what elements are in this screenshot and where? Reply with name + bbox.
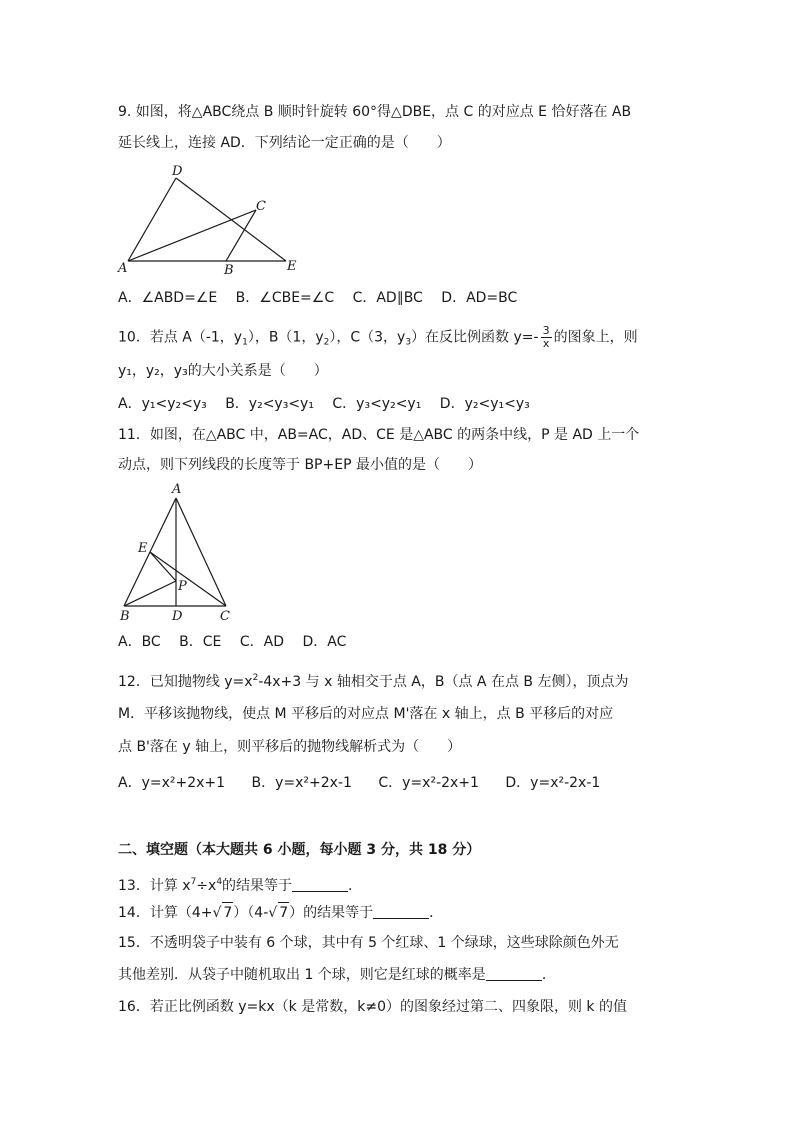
q10-frac-num: 3 — [542, 324, 550, 337]
q10-text-line1 — [118, 325, 638, 353]
q11-label-c: C — [220, 609, 230, 624]
q11-label-e: E — [138, 541, 148, 556]
q13-part: ． — [348, 878, 363, 894]
q10-sub: 2 — [323, 337, 330, 348]
q9-label-e: E — [287, 259, 297, 274]
q13-sup: 4 — [216, 877, 223, 887]
q13-part: 的结果等于 — [222, 878, 293, 894]
q9-label-c: C — [256, 199, 266, 214]
q11-label-b: B — [120, 609, 130, 624]
q10-sub: 3 — [405, 337, 412, 348]
q9-option-c[interactable]: C．AD∥BC — [352, 290, 423, 306]
q9-segment-ad — [128, 178, 176, 261]
q12-sup: 2 — [252, 673, 259, 683]
q13-part: 13．计算 x — [118, 878, 191, 894]
q9-options — [118, 288, 531, 308]
q9-text-line1: 9. 如图，将△ABC绕点 B 顺时针旋转 60°得△DBE，点 C 的对应点 E 恰好落在 AB — [118, 104, 632, 120]
q11-segment-ep — [150, 552, 176, 581]
q9-segment-ac — [128, 210, 256, 261]
q10-part: 10．若点 A（-1，y — [118, 329, 243, 346]
q14-part: 14．计算（4+ — [118, 905, 213, 921]
q10-part: ），B（1，y — [247, 329, 324, 346]
q10-part: 的图象上，则 — [553, 329, 638, 346]
q11-option-d[interactable]: D．AC — [302, 634, 347, 650]
q14-part: ）的结果等于 — [289, 905, 374, 921]
q11-option-c[interactable]: C．AD — [239, 634, 284, 650]
q9-option-d[interactable]: D．AD=BC — [441, 290, 518, 306]
q9-triangle-figure — [112, 160, 312, 280]
q9-label-a: A — [118, 261, 128, 276]
q15-answer-blank[interactable] — [486, 966, 542, 981]
q11-segment-ce — [150, 552, 226, 606]
q11-options — [118, 632, 360, 652]
q14-answer-blank[interactable] — [373, 904, 429, 919]
q10-part: ），C（3，y — [329, 329, 406, 346]
q12-text-line3: 点 B'落在 y 轴上，则平移后的抛物线解析式为（ ） — [118, 739, 462, 755]
q13-text — [118, 872, 362, 896]
q13-answer-blank[interactable] — [292, 877, 348, 892]
q10-option-d[interactable]: D．y₂<y₁<y₃ — [439, 396, 530, 412]
q10-option-b[interactable]: B．y₂<y₃<y₁ — [225, 396, 314, 412]
q16-text-line1: 16．若正比例函数 y=kx（k 是常数，k≠0）的图象经过第二、四象限，则 k 的值 — [118, 999, 627, 1015]
q11-label-p: P — [178, 579, 187, 594]
q10-option-c[interactable]: C．y₃<y₂<y₁ — [332, 396, 422, 412]
q10-option-a[interactable]: A．y₁<y₂<y₃ — [118, 396, 207, 412]
q10-text-line2: y₁，y₂，y₃的大小关系是（ ） — [118, 363, 328, 379]
q12-part: -4x+3 与 x 轴相交于点 A，B（点 A 在点 B 左侧），顶点为 — [258, 674, 629, 690]
q9-text-line2: 延长线上，连接 AD．下列结论一定正确的是（ ） — [118, 135, 451, 151]
q13-sup: 7 — [190, 877, 197, 887]
q12-text-line2: M．平移该抛物线，使点 M 平移后的对应点 M'落在 x 轴上，点 B 平移后的对应 — [118, 706, 614, 722]
q12-part: 12．已知抛物线 y=x — [118, 674, 253, 690]
q15-part: 其他差别．从袋子中随机取出 1 个球，则它是红球的概率是 — [118, 967, 486, 983]
q9-option-b[interactable]: B．∠CBE=∠C — [235, 290, 335, 306]
q9-option-a[interactable]: A．∠ABD=∠E — [118, 290, 218, 306]
q14-radicand: 7 — [222, 902, 233, 923]
q11-label-a: A — [172, 482, 182, 497]
q11-triangle-figure — [112, 478, 242, 626]
q10-frac-den: x — [542, 337, 550, 350]
q11-option-b[interactable]: B．CE — [179, 634, 222, 650]
q11-option-a[interactable]: A．BC — [118, 634, 161, 650]
q9-label-d: D — [172, 164, 183, 179]
q14-radicand: 7 — [278, 902, 289, 923]
q15-text-line2 — [118, 965, 556, 985]
q10-options — [118, 394, 544, 414]
q12-text-line1 — [118, 668, 628, 692]
q10-fraction — [541, 325, 552, 350]
q12-option-d[interactable]: D．y=x²-2x-1 — [505, 775, 601, 791]
q11-text-line2: 动点，则下列线段的长度等于 BP+EP 最小值的是（ ） — [118, 457, 482, 473]
q15-text-line1: 15．不透明袋子中装有 6 个球，其中有 5 个红球、1 个绿球，这些球除颜色外无 — [118, 935, 619, 951]
q12-options — [118, 773, 614, 793]
q14-part: ． — [429, 905, 444, 921]
section2-title: 二、填空题（本大题共 6 小题，每小题 3 分，共 18 分） — [118, 842, 481, 858]
q14-text: 14．计算（4+√ 7）（4-√ 7）的结果等于 ． — [118, 902, 443, 923]
q10-sub: 1 — [242, 337, 248, 348]
q13-part: ÷x — [196, 878, 217, 894]
q14-part: ）（4- — [233, 905, 269, 921]
q11-segment-bp — [124, 581, 176, 606]
q15-part: ． — [541, 967, 556, 983]
q11-text-line1: 11．如图，在△ABC 中，AB=AC，AD、CE 是△ABC 的两条中线，P 是 AD 上一个 — [118, 427, 640, 443]
q9-label-b: B — [224, 263, 234, 278]
q11-label-d: D — [172, 609, 183, 624]
q12-option-a[interactable]: A．y=x²+2x+1 — [118, 775, 226, 791]
q12-option-b[interactable]: B．y=x²+2x-1 — [251, 775, 352, 791]
q12-option-c[interactable]: C．y=x²-2x+1 — [378, 775, 479, 791]
q10-part: ）在反比例函数 y=- — [411, 329, 539, 346]
